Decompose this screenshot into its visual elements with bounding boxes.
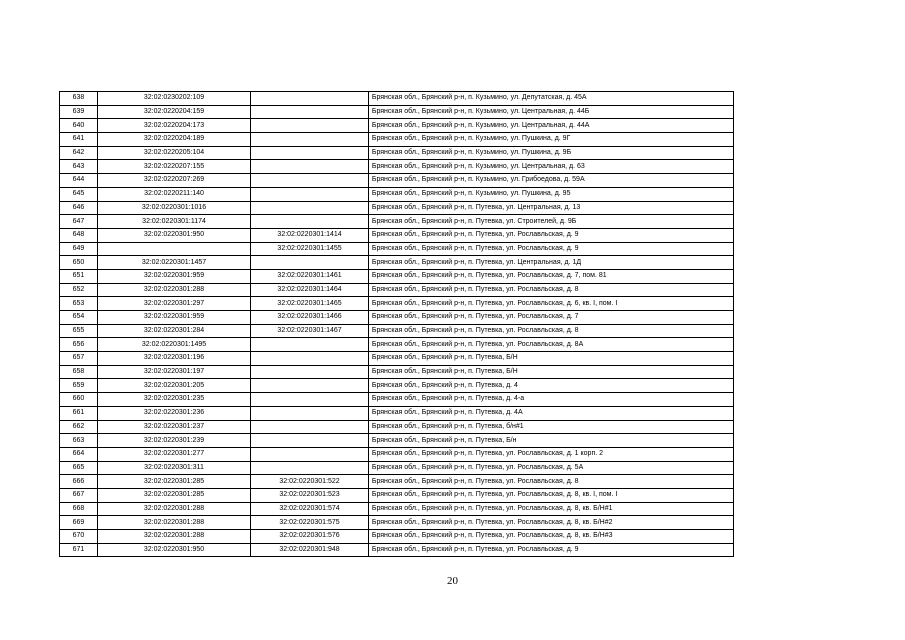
- related-cadastral-number-cell: [251, 174, 369, 188]
- related-cadastral-number-cell: 32:02:0220301:1466: [251, 311, 369, 325]
- table-row: [60, 324, 734, 338]
- row-number-cell: 646: [60, 201, 98, 215]
- table-row: [60, 488, 734, 502]
- address-cell: Брянская обл., Брянский р-н, п. Путевка, ул. Рославльская, д. 9: [368, 543, 733, 557]
- related-cadastral-number-cell: [251, 119, 369, 133]
- cadastral-number-cell: 32:02:0220301:950: [97, 543, 250, 557]
- table-row: [60, 311, 734, 325]
- row-number-cell: 643: [60, 160, 98, 174]
- address-cell: Брянская обл., Брянский р-н, п. Кузьмино, ул. Центральная, д. 44А: [368, 119, 733, 133]
- table-body: [60, 92, 734, 557]
- row-number-cell: 645: [60, 187, 98, 201]
- table-row: [60, 379, 734, 393]
- cadastral-number-cell: 32:02:0220301:1457: [97, 256, 250, 270]
- related-cadastral-number-cell: [251, 461, 369, 475]
- table-row: [60, 502, 734, 516]
- table-row: [60, 420, 734, 434]
- related-cadastral-number-cell: 32:02:0220301:1467: [251, 324, 369, 338]
- cadastral-number-cell: 32:02:0220301:297: [97, 297, 250, 311]
- table-row: [60, 283, 734, 297]
- address-cell: Брянская обл., Брянский р-н, п. Путевка, ул. Строителей, д. 9Б: [368, 215, 733, 229]
- cadastral-number-cell: 32:02:0220301:959: [97, 269, 250, 283]
- related-cadastral-number-cell: [251, 420, 369, 434]
- related-cadastral-number-cell: [251, 160, 369, 174]
- cadastral-number-cell: 32:02:0220301:277: [97, 447, 250, 461]
- cadastral-number-cell: 32:02:0220301:237: [97, 420, 250, 434]
- table-row: [60, 516, 734, 530]
- related-cadastral-number-cell: [251, 215, 369, 229]
- table-row: [60, 461, 734, 475]
- address-cell: Брянская обл., Брянский р-н, п. Кузьмино, ул. Центральная, д. 44Б: [368, 105, 733, 119]
- row-number-cell: 641: [60, 133, 98, 147]
- address-cell: Брянская обл., Брянский р-н, п. Кузьмино, ул. Центральная, д. 63: [368, 160, 733, 174]
- table-row: [60, 256, 734, 270]
- cadastral-number-cell: 32:02:0220301:239: [97, 434, 250, 448]
- cadastral-number-cell: 32:02:0220301:205: [97, 379, 250, 393]
- cadastral-number-cell: 32:02:0220301:1495: [97, 338, 250, 352]
- address-cell: Брянская обл., Брянский р-н, п. Путевка, д. 4А: [368, 406, 733, 420]
- related-cadastral-number-cell: [251, 338, 369, 352]
- address-cell: Брянская обл., Брянский р-н, п. Кузьмино, ул. Грибоедова, д. 59А: [368, 174, 733, 188]
- cadastral-number-cell: 32:02:0220207:155: [97, 160, 250, 174]
- cadastral-number-cell: 32:02:0220211:140: [97, 187, 250, 201]
- address-cell: Брянская обл., Брянский р-н, п. Путевка, ул. Центральная, д. 13: [368, 201, 733, 215]
- related-cadastral-number-cell: 32:02:0220301:522: [251, 475, 369, 489]
- row-number-cell: 656: [60, 338, 98, 352]
- address-cell: Брянская обл., Брянский р-н, п. Путевка, ул. Центральная, д. 1Д: [368, 256, 733, 270]
- row-number-cell: 658: [60, 365, 98, 379]
- cadastral-number-cell: 32:02:0220301:288: [97, 516, 250, 530]
- table-row: [60, 530, 734, 544]
- row-number-cell: 669: [60, 516, 98, 530]
- related-cadastral-number-cell: 32:02:0220301:1455: [251, 242, 369, 256]
- address-cell: Брянская обл., Брянский р-н, п. Путевка, ул. Рославльская, д. 8, кв. Б/Н#1: [368, 502, 733, 516]
- related-cadastral-number-cell: [251, 92, 369, 106]
- related-cadastral-number-cell: 32:02:0220301:1465: [251, 297, 369, 311]
- address-cell: Брянская обл., Брянский р-н, п. Путевка, ул. Рославльская, д. 8, кв. I, пом. I: [368, 488, 733, 502]
- row-number-cell: 638: [60, 92, 98, 106]
- address-cell: Брянская обл., Брянский р-н, п. Путевка, ул. Рославльская, д. 9: [368, 228, 733, 242]
- row-number-cell: 654: [60, 311, 98, 325]
- address-cell: Брянская обл., Брянский р-н, п. Путевка, д. 4: [368, 379, 733, 393]
- address-cell: Брянская обл., Брянский р-н, п. Кузьмино, ул. Пушкина, д. 95: [368, 187, 733, 201]
- table-row: [60, 543, 734, 557]
- row-number-cell: 670: [60, 530, 98, 544]
- row-number-cell: 642: [60, 146, 98, 160]
- cadastral-number-cell: [97, 242, 250, 256]
- cadastral-number-cell: 32:02:0220301:288: [97, 530, 250, 544]
- related-cadastral-number-cell: 32:02:0220301:575: [251, 516, 369, 530]
- address-cell: Брянская обл., Брянский р-н, п. Путевка, ул. Рославльская, д. 8А: [368, 338, 733, 352]
- address-cell: Брянская обл., Брянский р-н, п. Путевка, ул. Рославльская, д. 8: [368, 475, 733, 489]
- cadastral-number-cell: 32:02:0220301:959: [97, 311, 250, 325]
- cadastral-number-cell: 32:02:0220204:159: [97, 105, 250, 119]
- table-row: [60, 393, 734, 407]
- cadastral-number-cell: 32:02:0220207:269: [97, 174, 250, 188]
- address-cell: Брянская обл., Брянский р-н, п. Путевка, Б/н: [368, 434, 733, 448]
- table-row: [60, 133, 734, 147]
- address-cell: Брянская обл., Брянский р-н, п. Путевка, ул. Рославльская, д. 8: [368, 283, 733, 297]
- address-cell: Брянская обл., Брянский р-н, п. Путевка, д. 4-а: [368, 393, 733, 407]
- row-number-cell: 666: [60, 475, 98, 489]
- table-row: [60, 146, 734, 160]
- row-number-cell: 644: [60, 174, 98, 188]
- related-cadastral-number-cell: [251, 434, 369, 448]
- cadastral-number-cell: 32:02:0230202:109: [97, 92, 250, 106]
- related-cadastral-number-cell: 32:02:0220301:1414: [251, 228, 369, 242]
- table-row: [60, 447, 734, 461]
- row-number-cell: 664: [60, 447, 98, 461]
- row-number-cell: 649: [60, 242, 98, 256]
- related-cadastral-number-cell: [251, 365, 369, 379]
- related-cadastral-number-cell: [251, 146, 369, 160]
- row-number-cell: 640: [60, 119, 98, 133]
- cadastral-number-cell: 32:02:0220301:284: [97, 324, 250, 338]
- table-row: [60, 338, 734, 352]
- related-cadastral-number-cell: [251, 105, 369, 119]
- related-cadastral-number-cell: 32:02:0220301:948: [251, 543, 369, 557]
- related-cadastral-number-cell: 32:02:0220301:574: [251, 502, 369, 516]
- row-number-cell: 662: [60, 420, 98, 434]
- address-cell: Брянская обл., Брянский р-н, п. Кузьмино, ул. Депутатская, д. 45А: [368, 92, 733, 106]
- table-row: [60, 119, 734, 133]
- address-cell: Брянская обл., Брянский р-н, п. Кузьмино, ул. Пушкина, д. 9Г: [368, 133, 733, 147]
- cadastral-number-cell: 32:02:0220301:285: [97, 488, 250, 502]
- table-row: [60, 365, 734, 379]
- related-cadastral-number-cell: [251, 393, 369, 407]
- related-cadastral-number-cell: [251, 447, 369, 461]
- row-number-cell: 663: [60, 434, 98, 448]
- table-row: [60, 215, 734, 229]
- cadastral-number-cell: 32:02:0220301:1174: [97, 215, 250, 229]
- row-number-cell: 660: [60, 393, 98, 407]
- property-table: [59, 91, 734, 557]
- cadastral-number-cell: 32:02:0220204:189: [97, 133, 250, 147]
- row-number-cell: 652: [60, 283, 98, 297]
- row-number-cell: 661: [60, 406, 98, 420]
- cadastral-number-cell: 32:02:0220204:173: [97, 119, 250, 133]
- table-row: [60, 201, 734, 215]
- cadastral-number-cell: 32:02:0220301:1016: [97, 201, 250, 215]
- row-number-cell: 671: [60, 543, 98, 557]
- related-cadastral-number-cell: 32:02:0220301:576: [251, 530, 369, 544]
- cadastral-number-cell: 32:02:0220301:285: [97, 475, 250, 489]
- row-number-cell: 655: [60, 324, 98, 338]
- related-cadastral-number-cell: [251, 187, 369, 201]
- row-number-cell: 659: [60, 379, 98, 393]
- row-number-cell: 651: [60, 269, 98, 283]
- address-cell: Брянская обл., Брянский р-н, п. Кузьмино, ул. Пушкина, д. 9Б: [368, 146, 733, 160]
- table-row: [60, 92, 734, 106]
- table-row: [60, 242, 734, 256]
- related-cadastral-number-cell: [251, 406, 369, 420]
- cadastral-number-cell: 32:02:0220301:288: [97, 502, 250, 516]
- cadastral-number-cell: 32:02:0220301:197: [97, 365, 250, 379]
- page-number: 20: [447, 575, 458, 587]
- table-row: [60, 406, 734, 420]
- address-cell: Брянская обл., Брянский р-н, п. Путевка, б/н#1: [368, 420, 733, 434]
- address-cell: Брянская обл., Брянский р-н, п. Путевка, ул. Рославльская, д. 8: [368, 324, 733, 338]
- address-cell: Брянская обл., Брянский р-н, п. Путевка, ул. Рославльская, д. 1 корп. 2: [368, 447, 733, 461]
- address-cell: Брянская обл., Брянский р-н, п. Путевка, ул. Рославльская, д. 8, кв. Б/Н#2: [368, 516, 733, 530]
- table-row: [60, 105, 734, 119]
- related-cadastral-number-cell: [251, 352, 369, 366]
- related-cadastral-number-cell: [251, 133, 369, 147]
- table-row: [60, 434, 734, 448]
- address-cell: Брянская обл., Брянский р-н, п. Путевка, ул. Рославльская, д. 8, кв. Б/Н#3: [368, 530, 733, 544]
- row-number-cell: 667: [60, 488, 98, 502]
- cadastral-number-cell: 32:02:0220301:288: [97, 283, 250, 297]
- address-cell: Брянская обл., Брянский р-н, п. Путевка, ул. Рославльская, д. 7, пом. 81: [368, 269, 733, 283]
- cadastral-number-cell: 32:02:0220301:196: [97, 352, 250, 366]
- table-row: [60, 269, 734, 283]
- address-cell: Брянская обл., Брянский р-н, п. Путевка, ул. Рославльская, д. 5А: [368, 461, 733, 475]
- table-row: [60, 187, 734, 201]
- table-row: [60, 228, 734, 242]
- table-row: [60, 174, 734, 188]
- table-row: [60, 352, 734, 366]
- related-cadastral-number-cell: [251, 201, 369, 215]
- address-cell: Брянская обл., Брянский р-н, п. Путевка, ул. Рославльская, д. 6, кв. I, пом. I: [368, 297, 733, 311]
- cadastral-number-cell: 32:02:0220301:950: [97, 228, 250, 242]
- address-cell: Брянская обл., Брянский р-н, п. Путевка, Б/Н: [368, 352, 733, 366]
- cadastral-number-cell: 32:02:0220205:104: [97, 146, 250, 160]
- row-number-cell: 653: [60, 297, 98, 311]
- table-row: [60, 297, 734, 311]
- cadastral-number-cell: 32:02:0220301:311: [97, 461, 250, 475]
- related-cadastral-number-cell: 32:02:0220301:1461: [251, 269, 369, 283]
- row-number-cell: 647: [60, 215, 98, 229]
- table-row: [60, 475, 734, 489]
- address-cell: Брянская обл., Брянский р-н, п. Путевка, Б/Н: [368, 365, 733, 379]
- related-cadastral-number-cell: [251, 379, 369, 393]
- related-cadastral-number-cell: [251, 256, 369, 270]
- row-number-cell: 657: [60, 352, 98, 366]
- related-cadastral-number-cell: 32:02:0220301:1464: [251, 283, 369, 297]
- address-cell: Брянская обл., Брянский р-н, п. Путевка, ул. Рославльская, д. 9: [368, 242, 733, 256]
- cadastral-number-cell: 32:02:0220301:235: [97, 393, 250, 407]
- row-number-cell: 639: [60, 105, 98, 119]
- table-row: [60, 160, 734, 174]
- row-number-cell: 668: [60, 502, 98, 516]
- row-number-cell: 648: [60, 228, 98, 242]
- row-number-cell: 650: [60, 256, 98, 270]
- row-number-cell: 665: [60, 461, 98, 475]
- related-cadastral-number-cell: 32:02:0220301:523: [251, 488, 369, 502]
- cadastral-number-cell: 32:02:0220301:236: [97, 406, 250, 420]
- address-cell: Брянская обл., Брянский р-н, п. Путевка, ул. Рославльская, д. 7: [368, 311, 733, 325]
